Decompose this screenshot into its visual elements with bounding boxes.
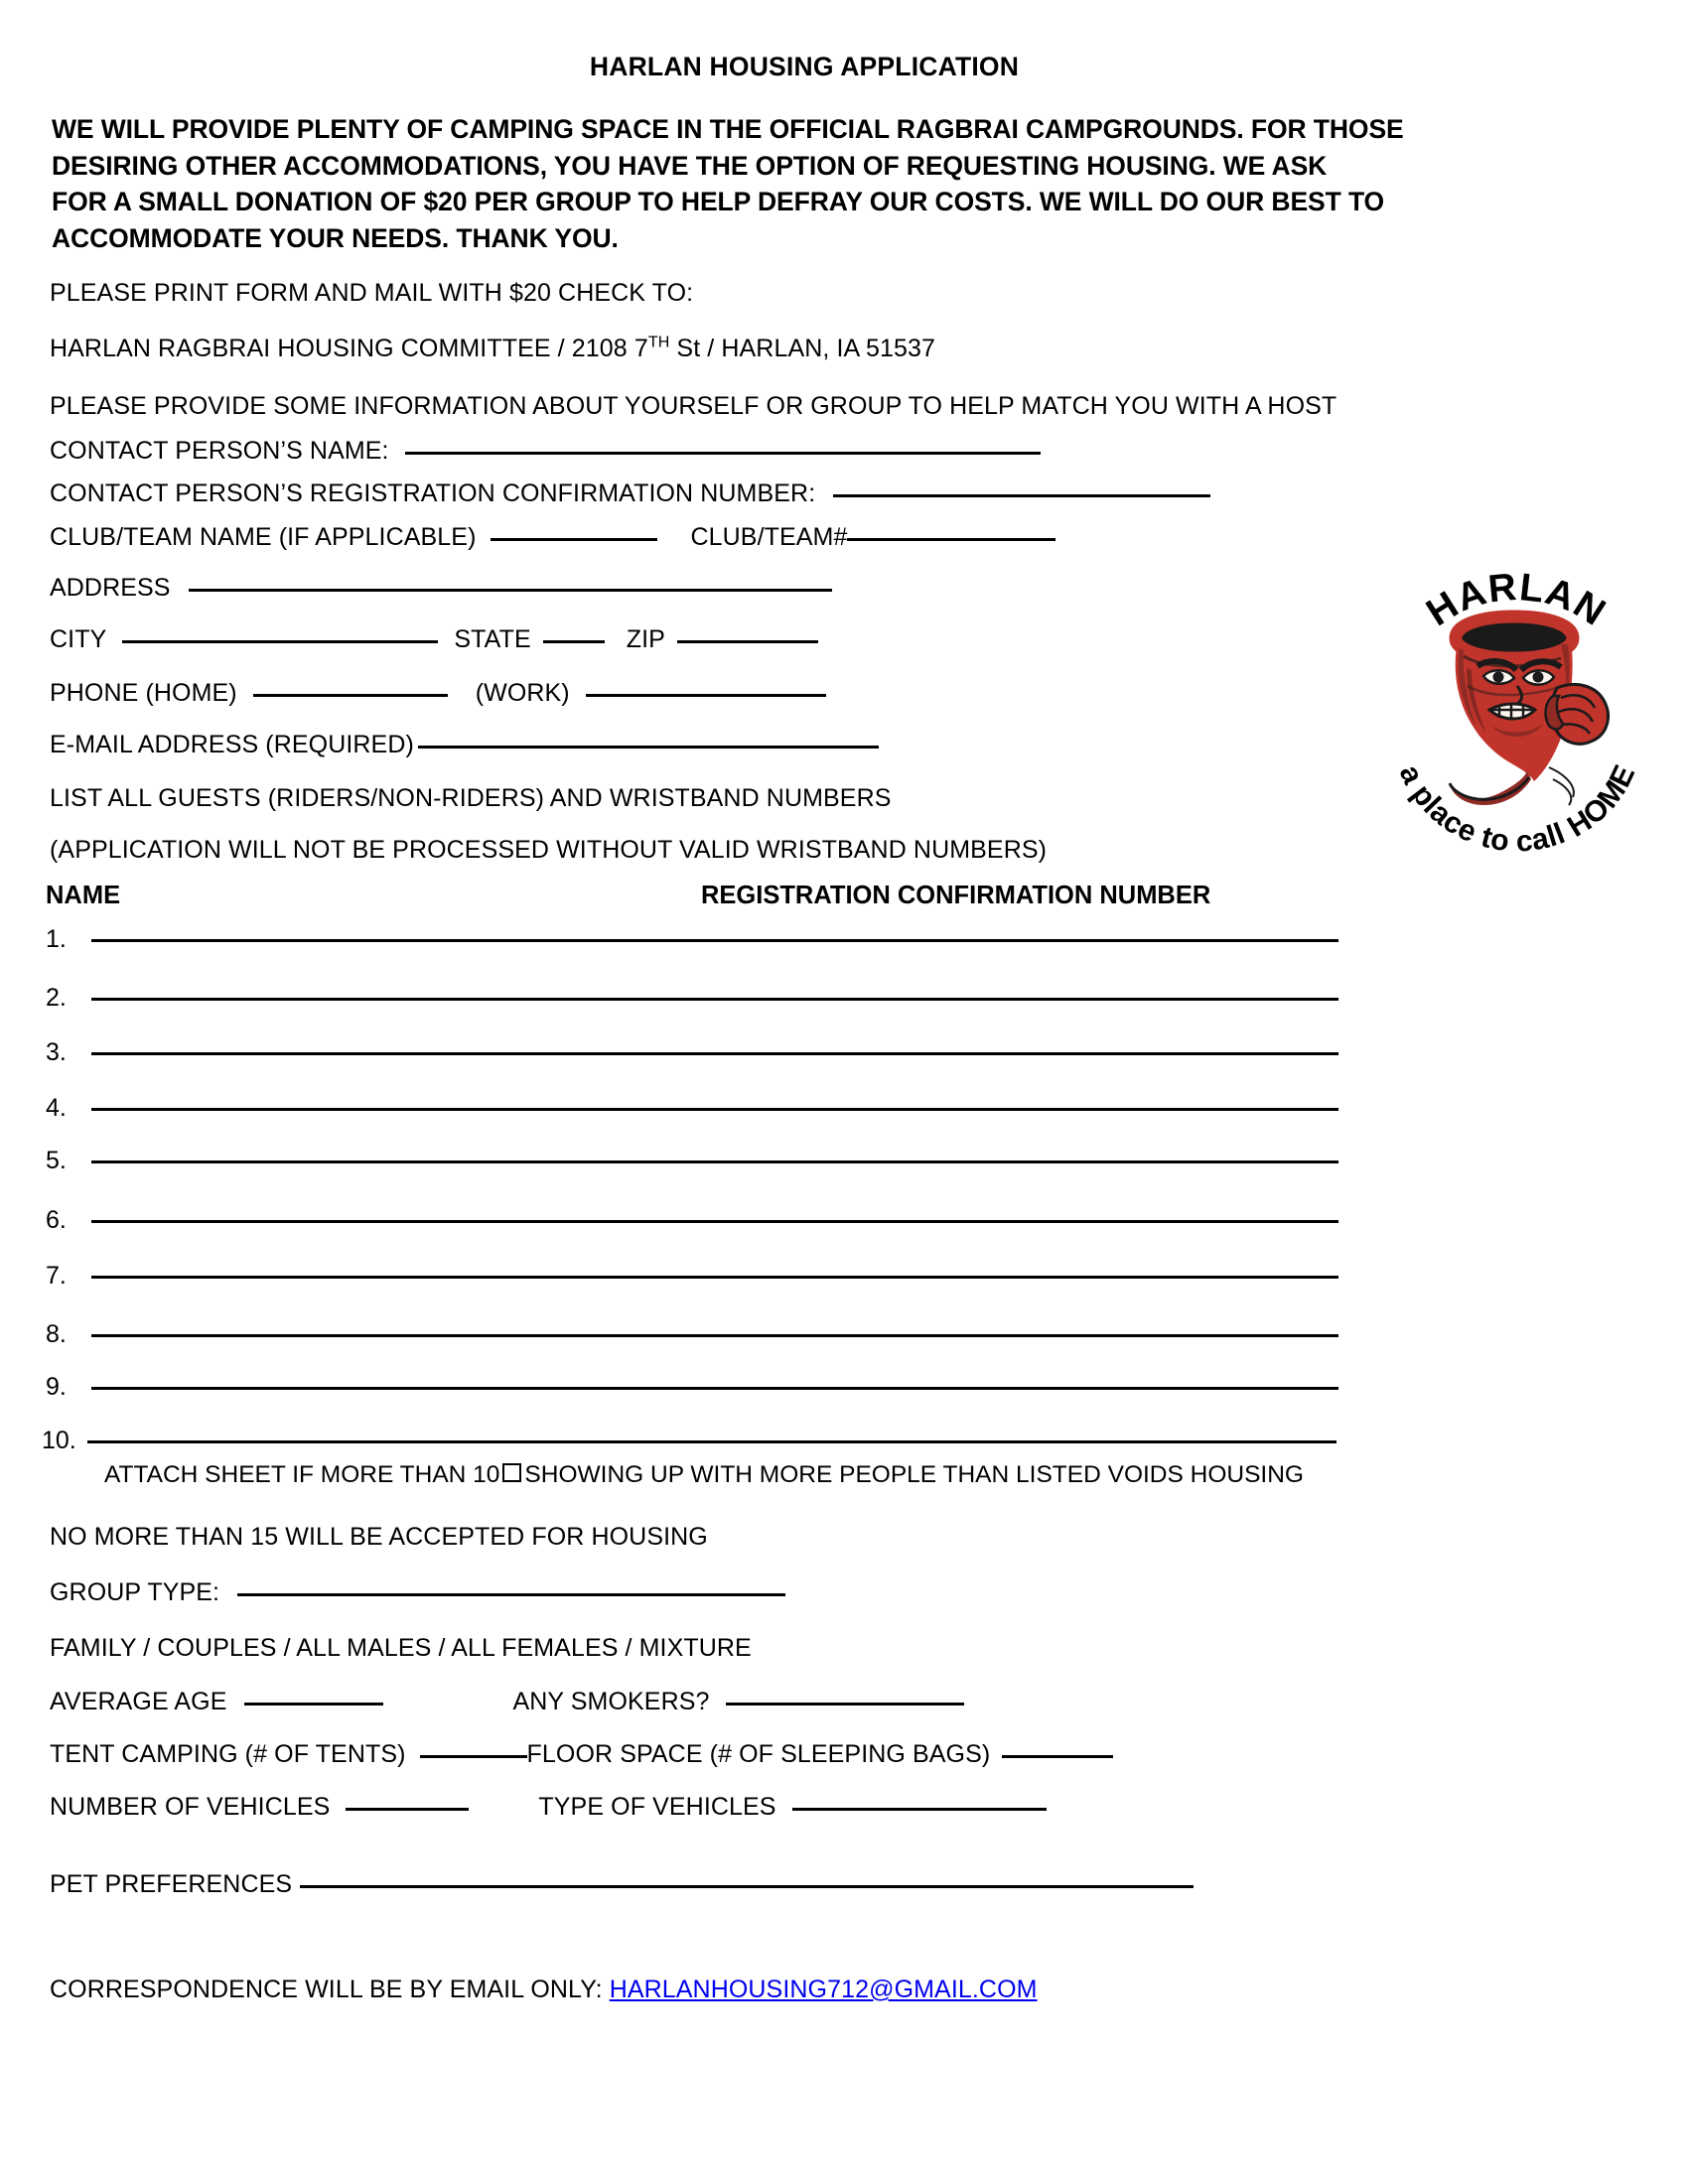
row-number: 10. xyxy=(42,1427,76,1454)
tent-camping-input[interactable] xyxy=(420,1755,527,1758)
pet-preferences-input[interactable] xyxy=(300,1885,1194,1888)
row-number: 2. xyxy=(46,984,67,1012)
guest-entry-input[interactable] xyxy=(91,939,1338,942)
attach-note-before: ATTACH SHEET IF MORE THAN 10 xyxy=(104,1461,500,1488)
table-row xyxy=(42,1427,1336,1455)
state-label: STATE xyxy=(454,625,531,653)
address-input[interactable] xyxy=(189,589,832,592)
correspondence-label: CORRESPONDENCE WILL BE BY EMAIL ONLY: xyxy=(50,1976,603,2003)
attach-note-after: SHOWING UP WITH MORE PEOPLE THAN LISTED VOIDS HOUSING xyxy=(524,1461,1304,1488)
tent-camping-label: TENT CAMPING (# OF TENTS) xyxy=(50,1740,406,1768)
svg-text:a place to call HOME xyxy=(1393,759,1642,858)
club-name-label: CLUB/TEAM NAME (IF APPLICABLE) xyxy=(50,523,477,551)
row-number: 3. xyxy=(46,1038,67,1066)
club-number-label: CLUB/TEAM# xyxy=(690,523,848,551)
address-row xyxy=(50,574,832,603)
max-guests-note: NO MORE THAN 15 WILL BE ACCEPTED FOR HOUSING xyxy=(50,1523,708,1551)
email-row xyxy=(50,731,879,759)
mail-instruction: PLEASE PRINT FORM AND MAIL WITH $20 CHECK TO: xyxy=(50,279,694,307)
guest-entry-input[interactable] xyxy=(91,1220,1338,1223)
age-smokers-row xyxy=(50,1688,964,1716)
city-label: CITY xyxy=(50,625,107,653)
guest-entry-input[interactable] xyxy=(91,998,1338,1001)
city-state-zip-row xyxy=(50,625,818,654)
logo-top-text: HARLAN xyxy=(1419,565,1614,635)
row-number: 6. xyxy=(46,1206,67,1234)
guest-entry-input[interactable] xyxy=(91,1160,1338,1163)
table-row xyxy=(46,1373,1338,1402)
harlan-tornado-logo xyxy=(1372,541,1660,879)
phone-home-input[interactable] xyxy=(253,694,448,697)
contact-reg-input[interactable] xyxy=(833,494,1210,497)
contact-reg-row xyxy=(50,479,1210,508)
contact-name-input[interactable] xyxy=(405,452,1041,455)
tornado-mascot-icon xyxy=(1372,541,1660,879)
type-vehicles-label: TYPE OF VEHICLES xyxy=(538,1793,776,1821)
correspondence-row xyxy=(50,1976,1038,2004)
table-row xyxy=(46,1262,1338,1291)
phone-row xyxy=(50,679,826,708)
floor-space-input[interactable] xyxy=(1002,1755,1113,1758)
average-age-label: AVERAGE AGE xyxy=(50,1688,227,1715)
intro-line-4: ACCOMMODATE YOUR NEEDS. THANK YOU. xyxy=(52,222,619,253)
city-input[interactable] xyxy=(122,640,438,643)
guest-table-header xyxy=(46,882,1336,910)
table-row xyxy=(46,984,1338,1013)
average-age-input[interactable] xyxy=(244,1703,383,1706)
provide-info-instruction: PLEASE PROVIDE SOME INFORMATION ABOUT YOURSELF OR GROUP TO HELP MATCH YOU WITH A HOST xyxy=(50,392,1337,420)
num-vehicles-label: NUMBER OF VEHICLES xyxy=(50,1793,331,1821)
email-label: E-MAIL ADDRESS (REQUIRED) xyxy=(50,731,414,758)
tent-floor-row xyxy=(50,1740,1113,1769)
smokers-label: ANY SMOKERS? xyxy=(512,1688,710,1715)
type-vehicles-input[interactable] xyxy=(792,1808,1047,1811)
logo-bottom-text: a place to call HOME xyxy=(1392,759,1642,859)
guest-entry-input[interactable] xyxy=(91,1276,1338,1279)
table-row xyxy=(46,1206,1338,1235)
state-input[interactable] xyxy=(543,640,605,643)
group-type-options: FAMILY / COUPLES / ALL MALES / ALL FEMALES / MIXTURE xyxy=(50,1634,752,1662)
email-address-link[interactable]: HARLANHOUSING712@GMAIL.COM xyxy=(609,1976,1038,2003)
guest-entry-input[interactable] xyxy=(91,1334,1338,1337)
num-vehicles-input[interactable] xyxy=(346,1808,469,1811)
guest-entry-input[interactable] xyxy=(91,1108,1338,1111)
table-row xyxy=(46,1320,1338,1349)
vehicles-row xyxy=(50,1793,1047,1822)
contact-name-row xyxy=(50,437,1041,466)
intro-line-3: FOR A SMALL DONATION OF $20 PER GROUP TO HELP DEFRAY OUR COSTS. WE WILL DO OUR BEST TO xyxy=(52,187,1385,216)
column-header-registration: REGISTRATION CONFIRMATION NUMBER xyxy=(701,882,1211,909)
table-row xyxy=(46,1038,1338,1067)
address-label: ADDRESS xyxy=(50,574,171,602)
club-number-input[interactable] xyxy=(847,538,1055,541)
guest-instruction-1: LIST ALL GUESTS (RIDERS/NON-RIDERS) AND WRISTBAND NUMBERS xyxy=(50,784,892,812)
table-row xyxy=(46,1147,1338,1175)
group-type-row xyxy=(50,1578,785,1607)
row-number: 9. xyxy=(46,1373,67,1401)
guest-entry-input[interactable] xyxy=(91,1387,1338,1390)
phone-work-input[interactable] xyxy=(586,694,826,697)
table-row xyxy=(46,1094,1338,1123)
group-type-label: GROUP TYPE: xyxy=(50,1578,220,1606)
zip-label: ZIP xyxy=(626,625,665,653)
guest-entry-input[interactable] xyxy=(87,1440,1336,1443)
club-name-input[interactable] xyxy=(491,538,657,541)
table-row xyxy=(46,925,1338,954)
row-number: 4. xyxy=(46,1094,67,1122)
phone-home-label: PHONE (HOME) xyxy=(50,679,237,707)
mail-address xyxy=(50,335,935,363)
floor-space-label: FLOOR SPACE (# OF SLEEPING BAGS) xyxy=(526,1740,991,1768)
row-number: 1. xyxy=(46,925,67,953)
checkbox-icon[interactable] xyxy=(502,1463,521,1482)
contact-reg-label: CONTACT PERSON’S REGISTRATION CONFIRMATION NUMBER: xyxy=(50,479,816,507)
mail-address-ordinal: TH xyxy=(647,334,670,351)
mail-address-pre: HARLAN RAGBRAI HOUSING COMMITTEE / 2108 7 xyxy=(50,335,648,362)
guest-entry-input[interactable] xyxy=(91,1052,1338,1055)
phone-work-label: (WORK) xyxy=(475,679,570,707)
column-header-name: NAME xyxy=(46,882,121,909)
contact-name-label: CONTACT PERSON’S NAME: xyxy=(50,437,389,465)
mail-address-post: St / HARLAN, IA 51537 xyxy=(669,335,935,362)
intro-paragraph xyxy=(52,111,1467,256)
row-number: 7. xyxy=(46,1262,67,1290)
smokers-input[interactable] xyxy=(726,1703,964,1706)
page-title: HARLAN HOUSING APPLICATION xyxy=(589,52,1020,81)
intro-line-1: WE WILL PROVIDE PLENTY OF CAMPING SPACE IN THE OFFICIAL RAGBRAI CAMPGROUNDS. FOR THOSE xyxy=(52,114,1404,144)
pet-preferences-row xyxy=(50,1870,1194,1899)
intro-line-2: DESIRING OTHER ACCOMMODATIONS, YOU HAVE THE OPTION OF REQUESTING HOUSING. WE ASK xyxy=(52,150,1328,181)
pet-preferences-label: PET PREFERENCES xyxy=(50,1870,293,1898)
club-row xyxy=(50,523,1055,552)
zip-input[interactable] xyxy=(677,640,818,643)
group-type-input[interactable] xyxy=(237,1593,785,1596)
guest-instruction-2: (APPLICATION WILL NOT BE PROCESSED WITHOUT VALID WRISTBAND NUMBERS) xyxy=(50,836,1048,864)
attach-sheet-note xyxy=(104,1461,1304,1489)
email-input[interactable] xyxy=(418,746,879,749)
row-number: 8. xyxy=(46,1320,67,1348)
row-number: 5. xyxy=(46,1147,67,1174)
